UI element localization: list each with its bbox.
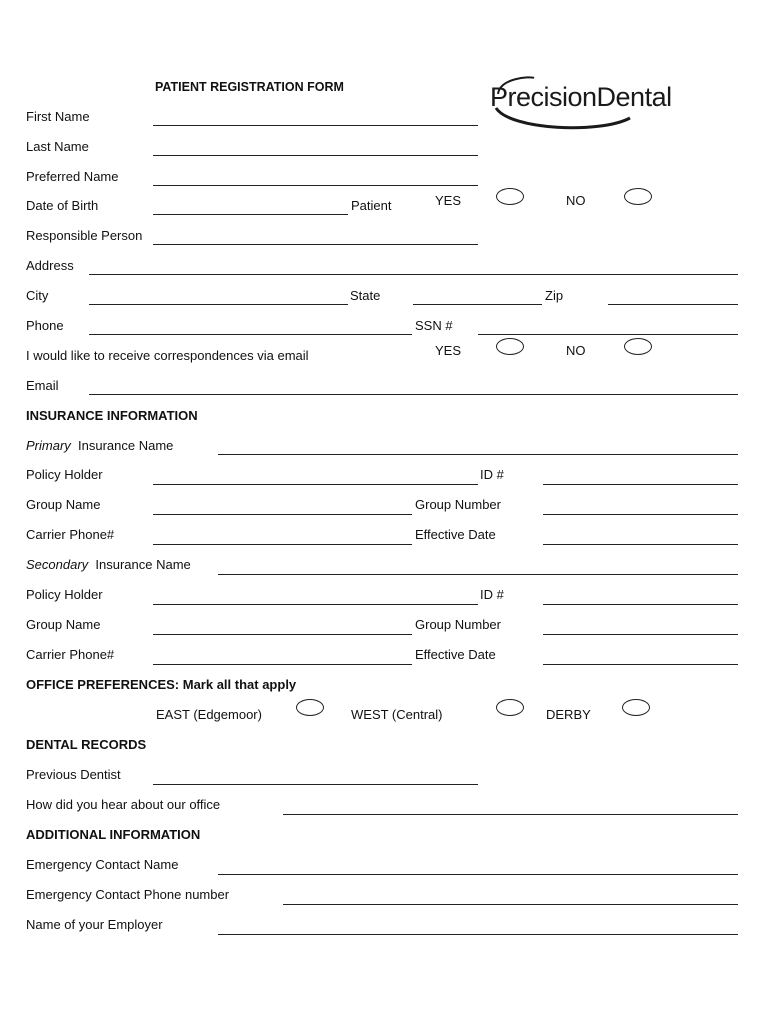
secondary-policy-holder-label: Policy Holder	[26, 587, 103, 602]
secondary-insurance-field[interactable]	[218, 574, 738, 575]
secondary-effective-date-label: Effective Date	[415, 647, 496, 662]
office-preferences-heading: OFFICE PREFERENCES: Mark all that apply	[26, 677, 297, 692]
state-label: State	[350, 288, 381, 303]
office-west-option[interactable]	[496, 699, 524, 716]
secondary-policy-holder-field[interactable]	[153, 604, 478, 605]
patient-label: Patient	[351, 198, 392, 213]
primary-insurance-label	[26, 438, 173, 454]
ssn-field[interactable]	[478, 334, 738, 335]
ssn-label: SSN #	[415, 318, 453, 333]
secondary-insurance-label	[26, 557, 191, 573]
secondary-effective-date-field[interactable]	[543, 664, 738, 665]
primary-carrier-phone-label: Carrier Phone#	[26, 527, 115, 542]
phone-field[interactable]	[89, 334, 412, 335]
responsible-person-field[interactable]	[153, 244, 478, 245]
secondary-group-name-label: Group Name	[26, 617, 101, 632]
primary-id-label: ID #	[480, 467, 504, 482]
secondary-group-number-label: Group Number	[415, 617, 501, 632]
secondary-carrier-phone-label: Carrier Phone#	[26, 647, 115, 662]
primary-insurance-name-text: Insurance Name	[78, 438, 174, 453]
dental-records-heading: DENTAL RECORDS	[26, 737, 147, 752]
address-field[interactable]	[89, 274, 738, 275]
additional-info-heading: ADDITIONAL INFORMATION	[26, 827, 201, 842]
dob-label: Date of Birth	[26, 198, 99, 213]
primary-insurance-field[interactable]	[218, 454, 738, 455]
city-label: City	[26, 288, 49, 303]
preferred-name-label: Preferred Name	[26, 169, 119, 184]
patient-no-option[interactable]	[624, 188, 652, 205]
office-derby-label: DERBY	[546, 707, 591, 722]
email-field[interactable]	[89, 394, 738, 395]
email-preference-label: I would like to receive correspondences via email	[26, 348, 309, 363]
primary-id-field[interactable]	[543, 484, 738, 485]
primary-effective-date-label: Effective Date	[415, 527, 496, 542]
last-name-field[interactable]	[153, 155, 478, 156]
primary-policy-holder-label: Policy Holder	[26, 467, 103, 482]
zip-field[interactable]	[608, 304, 738, 305]
email-label: Email	[26, 378, 59, 393]
primary-group-number-label: Group Number	[415, 497, 501, 512]
zip-label: Zip	[545, 288, 564, 303]
email-yes-label: YES	[435, 343, 462, 358]
precision-dental-logo	[490, 72, 730, 132]
address-label: Address	[26, 258, 74, 273]
state-field[interactable]	[413, 304, 542, 305]
primary-group-name-field[interactable]	[153, 514, 412, 515]
logo-word-precision: Precision	[490, 82, 597, 112]
email-no-option[interactable]	[624, 338, 652, 355]
secondary-group-number-field[interactable]	[543, 634, 738, 635]
preferred-name-field[interactable]	[153, 185, 478, 186]
email-yes-option[interactable]	[496, 338, 524, 355]
responsible-person-label: Responsible Person	[26, 228, 143, 243]
emergency-contact-name-field[interactable]	[218, 874, 738, 875]
hear-about-field[interactable]	[283, 814, 738, 815]
emergency-contact-phone-label: Emergency Contact Phone number	[26, 887, 230, 902]
first-name-field[interactable]	[153, 125, 478, 126]
secondary-carrier-phone-field[interactable]	[153, 664, 412, 665]
primary-group-number-field[interactable]	[543, 514, 738, 515]
office-west-label: WEST (Central)	[351, 707, 443, 722]
secondary-group-name-field[interactable]	[153, 634, 412, 635]
last-name-label: Last Name	[26, 139, 89, 154]
patient-no-label: NO	[566, 193, 586, 208]
previous-dentist-field[interactable]	[153, 784, 478, 785]
patient-yes-label: YES	[435, 193, 462, 208]
city-field[interactable]	[89, 304, 348, 305]
insurance-heading: INSURANCE INFORMATION	[26, 408, 198, 423]
email-no-label: NO	[566, 343, 586, 358]
primary-group-name-label: Group Name	[26, 497, 101, 512]
secondary-insurance-name-text: Insurance Name	[95, 557, 191, 572]
employer-field[interactable]	[218, 934, 738, 935]
secondary-id-label: ID #	[480, 587, 504, 602]
primary-italic: Primary	[26, 438, 71, 453]
hear-about-label: How did you hear about our office	[26, 797, 221, 812]
office-east-option[interactable]	[296, 699, 324, 716]
secondary-id-field[interactable]	[543, 604, 738, 605]
office-derby-option[interactable]	[622, 699, 650, 716]
form-title: PATIENT REGISTRATION FORM	[155, 80, 344, 94]
emergency-contact-phone-field[interactable]	[283, 904, 738, 905]
primary-carrier-phone-field[interactable]	[153, 544, 412, 545]
primary-policy-holder-field[interactable]	[153, 484, 478, 485]
patient-yes-option[interactable]	[496, 188, 524, 205]
first-name-label: First Name	[26, 109, 90, 124]
logo-word-dental: Dental	[596, 82, 672, 112]
previous-dentist-label: Previous Dentist	[26, 767, 121, 782]
emergency-contact-name-label: Emergency Contact Name	[26, 857, 179, 872]
primary-effective-date-field[interactable]	[543, 544, 738, 545]
secondary-italic: Secondary	[26, 557, 89, 572]
employer-label: Name of your Employer	[26, 917, 163, 932]
phone-label: Phone	[26, 318, 64, 333]
dob-field[interactable]	[153, 214, 348, 215]
office-east-label: EAST (Edgemoor)	[156, 707, 262, 722]
